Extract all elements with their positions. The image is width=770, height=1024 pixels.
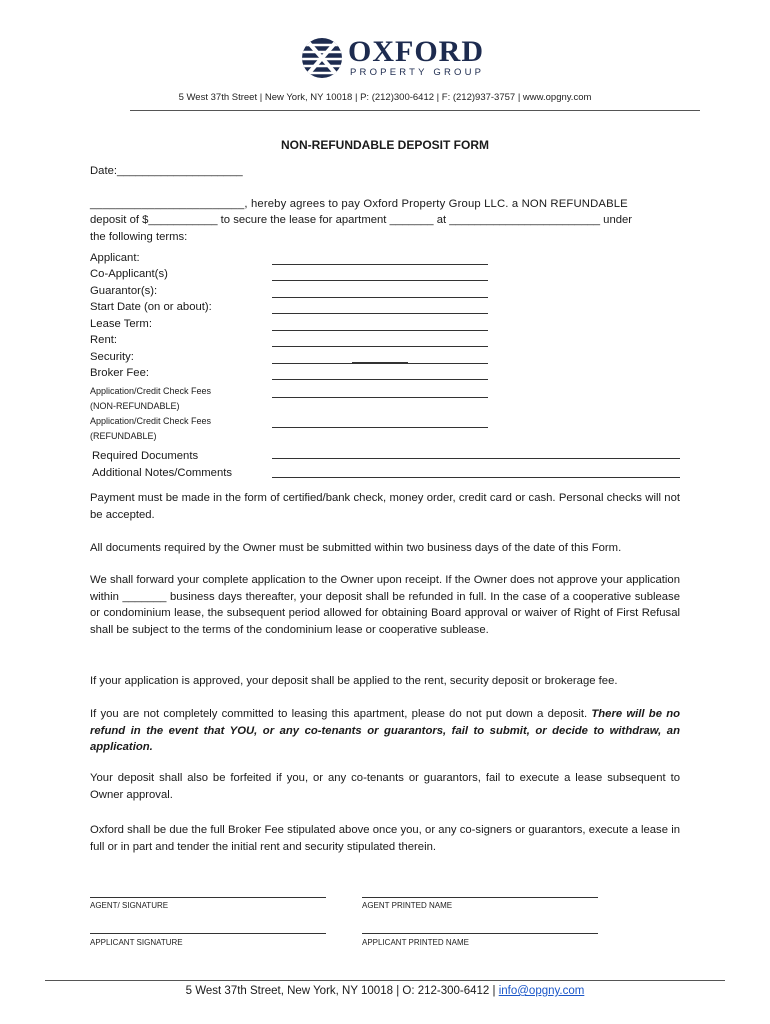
company-logo (300, 35, 485, 80)
agent-printed-label: AGENT PRINTED NAME (362, 901, 453, 910)
forward-paragraph: We shall forward your complete application to the Owner upon receipt. If the Owner does not approve your application within _______ business days thereafter, your deposit shall be refunded in full. In the case of a cooperative sublease or condominium lease, the subsequent period allowed for obtaining Board approval or waiver of Right of First Refusal shall be subject to the terms of the condominium lease or cooperative sublease. (90, 574, 680, 636)
footer-email-link[interactable]: info@opgny.com (498, 985, 585, 997)
globe-logo-icon (300, 36, 344, 80)
applicant-input-line[interactable] (272, 264, 488, 265)
applicant-printed-line[interactable] (362, 933, 598, 934)
broker-fee-input-line[interactable] (272, 379, 488, 380)
required-documents-input-line[interactable] (272, 458, 680, 459)
date-field[interactable]: Date:____________________ (90, 165, 243, 177)
page-title: NON-REFUNDABLE DEPOSIT FORM (281, 138, 489, 152)
approved-paragraph: If your application is approved, your deposit shall be applied to the rent, security deposit or brokerage fee. (90, 675, 618, 687)
app-fee-refundable-input-line[interactable] (272, 427, 488, 428)
rent-input-line[interactable] (272, 346, 488, 347)
broker-paragraph: Oxford shall be due the full Broker Fee stipulated above once you, or any co-signers or guarantors, execute a lease in full or in part and tender the initial rent and security stipulated therein. (90, 824, 680, 853)
header-divider (130, 110, 700, 111)
required-documents-label: Required Documents (92, 450, 199, 462)
footer-contact (0, 985, 770, 997)
footer-divider (45, 980, 725, 981)
security-inner-mark (352, 362, 408, 363)
intro-line-2: deposit of $___________ to secure the lease for apartment _______ at ________________________ under (90, 214, 633, 226)
logo-subtitle: PROPERTY GROUP (350, 67, 485, 78)
field-label-lease-term: Lease Term: (90, 318, 152, 330)
additional-notes-label: Additional Notes/Comments (92, 467, 233, 479)
footer-address: 5 West 37th Street, New York, NY 10018 | O: 212-300-6412 | (185, 985, 499, 997)
applicant-printed-label: APPLICANT PRINTED NAME (362, 938, 469, 947)
co-applicant-input-line[interactable] (272, 280, 488, 281)
lease-term-input-line[interactable] (272, 330, 488, 331)
field-label-security: Security: (90, 351, 134, 363)
intro-line-3: the following terms: (90, 231, 188, 243)
field-label-co-applicant: Co-Applicant(s) (90, 268, 168, 280)
header-address: 5 West 37th Street | New York, NY 10018 | P: (212)300-6412 | F: (212)937-3757 | www.opgny.com (178, 92, 592, 103)
start-date-input-line[interactable] (272, 313, 488, 314)
committed-paragraph (90, 706, 680, 756)
payment-paragraph: Payment must be made in the form of certified/bank check, money order, credit card or cash. Personal checks will not be accepted. (90, 492, 680, 521)
agent-printed-line[interactable] (362, 897, 598, 898)
logo-wordmark: OXFORD (348, 35, 484, 68)
committed-text: If you are not completely committed to leasing this apartment, please do not put down a deposit. (90, 708, 592, 720)
field-label-app-fee-refundable: Application/Credit Check Fees (REFUNDABLE) (90, 416, 212, 441)
agent-signature-line[interactable] (90, 897, 326, 898)
security-input-line[interactable] (272, 363, 488, 364)
agent-signature-label: AGENT/ SIGNATURE (90, 901, 169, 910)
field-label-broker-fee: Broker Fee: (90, 367, 150, 379)
intro-line-1: ________________________, hereby agrees to pay Oxford Property Group LLC. a NON REFUNDABLE (90, 198, 628, 210)
field-label-guarantor: Guarantor(s): (90, 285, 158, 297)
guarantor-input-line[interactable] (272, 297, 488, 298)
applicant-signature-label: APPLICANT SIGNATURE (90, 938, 183, 947)
additional-notes-input-line[interactable] (272, 477, 680, 478)
committed-emphasis: There will be no refund in the event that YOU, or any co-tenants or guarantors, fail to submit, or decide to withdraw, an application. (90, 708, 680, 753)
field-label-applicant: Applicant: (90, 252, 140, 264)
field-label-rent: Rent: (90, 334, 118, 346)
applicant-signature-line[interactable] (90, 933, 326, 934)
forfeit-paragraph: Your deposit shall also be forfeited if you, or any co-tenants or guarantors, fail to execute a lease subsequent to Owner approval. (90, 772, 680, 801)
field-label-app-fee-nonrefundable: Application/Credit Check Fees (NON-REFUNDABLE) (90, 386, 212, 411)
documents-paragraph: All documents required by the Owner must be submitted within two business days of the date of this Form. (90, 542, 622, 554)
field-label-start-date: Start Date (on or about): (90, 301, 212, 313)
app-fee-nonrefundable-input-line[interactable] (272, 397, 488, 398)
